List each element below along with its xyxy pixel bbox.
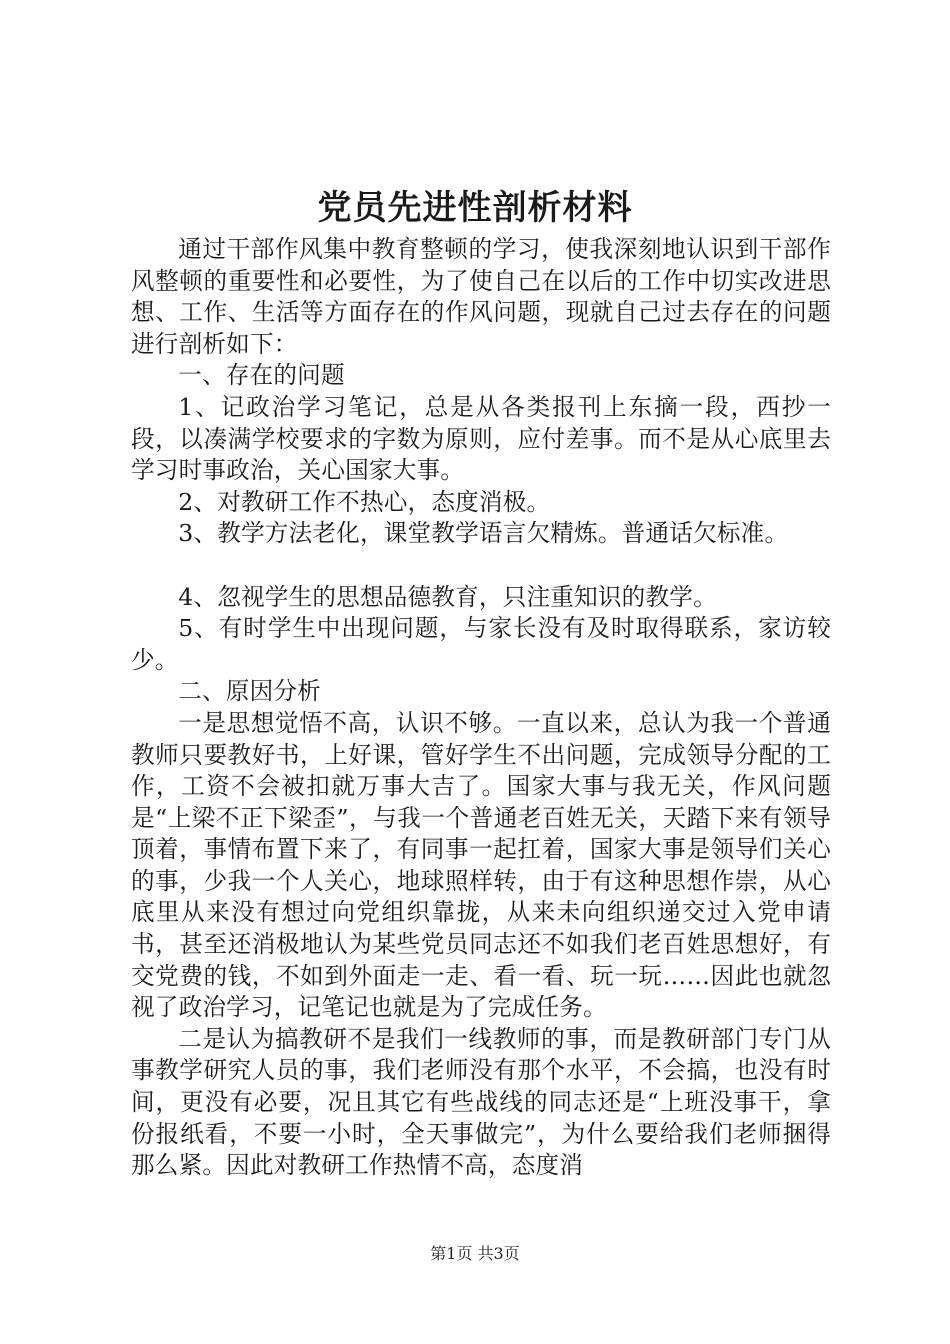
paragraph-problem-5: 5、有时学生中出现问题，与家长没有及时取得联系，家访较少。 [131, 614, 831, 674]
heading-cause-analysis: 二、原因分析 [178, 677, 321, 706]
paragraph-problem-1: 1、记政治学习笔记，总是从各类报刊上东摘一段，西抄一段，以凑满学校要求的字数为原则，应付差事。而不是从心底里去学习时事政治，关心国家大事。 [131, 392, 831, 485]
page-number-footer: 第1页 共3页 [430, 1244, 520, 1263]
paragraph-intro: 通过干部作风集中教育整顿的学习，使我深刻地认识到干部作风整顿的重要性和必要性，为了使自己在以后的工作中切实改进思想、工作、生活等方面存在的作风问题，现就自己过去存在的问题进行剖析如下： [131, 235, 831, 358]
paragraph-problem-3: 3、教学方法老化，课堂教学语言欠精炼。普通话欠标准。 [178, 519, 789, 548]
document-body [131, 234, 831, 1182]
heading-existing-problems: 一、存在的问题 [178, 361, 345, 390]
paragraph-problem-2: 2、对教研工作不热心，态度消极。 [178, 487, 551, 516]
paragraph-cause-1: 一是思想觉悟不高，认识不够。一直以来，总认为我一个普通教师只要教好书，上好课，管好学生不出问题，完成领导分配的工作，工资不会被扣就万事大吉了。国家大事与我无关，作风问题是“上梁不正下梁歪”，与我一个普通老百姓无关，天踏下来有领导顶着，事情布置下来了，有同事一起扛着，国家大事是领导们关心的事，少我一个人关心，地球照样转，由于有这种思想作崇，从心底里从来没有想过向党组织靠拢，从来未向组织递交过入党申请书，甚至还消极地认为某些党员同志还不如我们老百姓思想好，有交党费的钱，不如到外面走一走、看一看、玩一玩……因此也就忽视了政治学习，记笔记也就是为了完成任务。 [131, 708, 831, 1022]
paragraph-cause-2: 二是认为搞教研不是我们一线教师的事，而是教研部门专门从事教学研究人员的事，我们老师没有那个水平，不会搞，也没有时间，更没有必要，况且其它有些战线的同志还是“上班没事干，拿份报纸看，不要一小时，全天事做完”，为什么要给我们老师捆得那么紧。因此对教研工作热情不高，态度消 [131, 1024, 831, 1180]
paragraph-problem-4: 4、忽视学生的思想品德教育，只注重知识的教学。 [178, 582, 717, 611]
document-title: 党员先进性剖析材料 [317, 188, 633, 228]
